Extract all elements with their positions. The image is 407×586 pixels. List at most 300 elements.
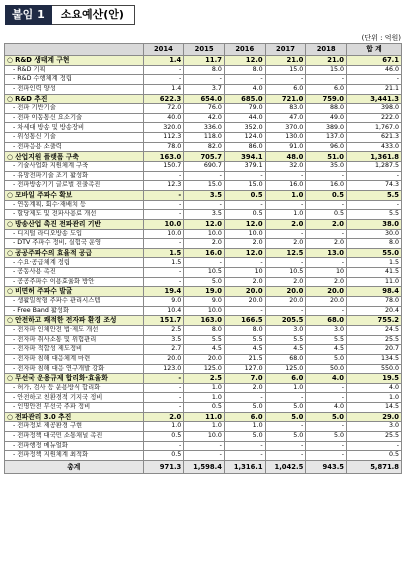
sub-item-row (5, 171, 402, 181)
sub-item-name: - 전파 기반기술 (5, 104, 144, 114)
year-value-cell: - (184, 441, 225, 451)
row-total-cell: 38.0 (347, 219, 402, 229)
header-cell: 2017 (265, 44, 306, 56)
year-value-cell: 1.0 (265, 383, 306, 393)
title-text: 소요예산(안) (52, 5, 135, 25)
year-value-cell: - (143, 75, 184, 85)
category-row (5, 190, 402, 200)
year-value-cell: - (265, 441, 306, 451)
row-total-cell: - (347, 75, 402, 85)
year-value-cell: 15.0 (184, 181, 225, 191)
sub-item-row (5, 84, 402, 94)
sub-item-name: - Free Band 활성화 (5, 306, 144, 316)
year-value-cell: 82.0 (184, 142, 225, 152)
year-value-cell: 10.0 (184, 229, 225, 239)
year-value-cell: 21.0 (265, 56, 306, 66)
year-value-cell: 5.5 (224, 335, 265, 345)
sub-item-row (5, 451, 402, 461)
year-value-cell: 19.4 (143, 287, 184, 297)
sub-item-row (5, 297, 402, 307)
year-value-cell: 2.5 (184, 374, 225, 384)
year-value-cell: 49.0 (306, 113, 347, 123)
sub-item-name: - R&D 기획 (5, 65, 144, 75)
year-value-cell: 51.0 (306, 152, 347, 162)
category-name: ○ 비면허 주파수 발굴 (5, 287, 144, 297)
year-value-cell: 6.0 (265, 84, 306, 94)
sub-item-name: - 전파정보 제공환경 구현 (5, 422, 144, 432)
year-value-cell: 0.5 (224, 190, 265, 200)
category-name: ○ R&D 추진 (5, 94, 144, 104)
sub-item-name: - 전자파 침해 대응 연구개발 강화 (5, 364, 144, 374)
year-value-cell: 20.0 (184, 354, 225, 364)
row-total-cell: 46.0 (347, 65, 402, 75)
sub-item-row (5, 65, 402, 75)
year-value-cell: 654.0 (184, 94, 225, 104)
sub-item-name: - 차세대 방송 및 방송장비 (5, 123, 144, 133)
year-value-cell: - (306, 258, 347, 268)
sub-item-name: - 전파 이동통신 요소기술 (5, 113, 144, 123)
year-value-cell: - (306, 200, 347, 210)
year-value-cell: - (143, 171, 184, 181)
year-value-cell: 123.0 (143, 364, 184, 374)
year-value-cell: 1.0 (184, 393, 225, 403)
row-total-cell: 5.5 (347, 210, 402, 220)
year-value-cell: - (143, 268, 184, 278)
sub-item-row (5, 441, 402, 451)
year-value-cell: 4.5 (184, 345, 225, 355)
year-value-cell: 6.0 (265, 374, 306, 384)
year-value-cell: 16.0 (265, 181, 306, 191)
year-value-cell: 44.0 (224, 113, 265, 123)
header-cell: 2014 (143, 44, 184, 56)
year-value-cell: 1.0 (143, 422, 184, 432)
row-total-cell: 11.0 (347, 277, 402, 287)
sub-item-row (5, 393, 402, 403)
year-value-cell: 4.5 (265, 345, 306, 355)
sub-item-name: - 전파방송기기 글로벌 진출촉진 (5, 181, 144, 191)
year-value-cell: 15.0 (265, 65, 306, 75)
year-value-cell: 112.3 (143, 133, 184, 143)
year-value-cell: 16.0 (306, 181, 347, 191)
year-value-cell: 1.0 (265, 190, 306, 200)
year-value-cell: 11.7 (184, 56, 225, 66)
year-value-cell: 50.0 (306, 364, 347, 374)
year-value-cell: - (143, 374, 184, 384)
year-value-cell: 3.7 (184, 84, 225, 94)
category-name: ○ 안전하고 쾌적한 전자파 환경 조성 (5, 316, 144, 326)
year-value-cell: 10.0 (184, 306, 225, 316)
year-value-cell: 20.0 (306, 297, 347, 307)
year-value-cell: 150.7 (143, 162, 184, 172)
year-value-cell: - (184, 451, 225, 461)
year-value-cell: 370.0 (265, 123, 306, 133)
year-value-cell: 3.0 (265, 325, 306, 335)
year-value-cell: 5.0 (306, 354, 347, 364)
year-value-cell: - (143, 393, 184, 403)
year-value-cell: 10 (306, 268, 347, 278)
year-value-cell: 2.0 (224, 239, 265, 249)
year-value-cell: - (265, 258, 306, 268)
year-value-cell: 163.0 (184, 316, 225, 326)
year-value-cell: 124.0 (224, 133, 265, 143)
year-value-cell: 76.0 (184, 104, 225, 114)
year-value-cell: 705.7 (184, 152, 225, 162)
year-value-cell: - (224, 306, 265, 316)
sub-item-name: - 디지털 라디오방송 도입 (5, 229, 144, 239)
year-value-cell: - (224, 171, 265, 181)
year-value-cell: 336.0 (184, 123, 225, 133)
year-value-cell: 2.0 (265, 219, 306, 229)
year-value-cell: 2.0 (306, 219, 347, 229)
year-value-cell: 7.0 (224, 374, 265, 384)
category-row (5, 412, 402, 422)
year-value-cell: - (143, 200, 184, 210)
year-value-cell: 9.0 (143, 297, 184, 307)
row-total-cell: 550.0 (347, 364, 402, 374)
year-value-cell: 47.0 (265, 113, 306, 123)
year-value-cell: 130.0 (265, 133, 306, 143)
year-value-cell: 1.4 (143, 84, 184, 94)
year-value-cell: 21.5 (224, 354, 265, 364)
sub-item-name: - 허가, 검사 등 운용방식 합리화 (5, 383, 144, 393)
year-value-cell: - (265, 229, 306, 239)
year-value-cell: 5.0 (224, 403, 265, 413)
sub-item-row (5, 104, 402, 114)
year-value-cell: 5.0 (306, 431, 347, 441)
sub-item-row (5, 422, 402, 432)
year-value-cell: 2.0 (224, 383, 265, 393)
year-value-cell: 20.0 (224, 297, 265, 307)
total-cell: 1,042.5 (265, 460, 306, 473)
year-value-cell: 685.0 (224, 94, 265, 104)
sub-item-row (5, 133, 402, 143)
sub-item-name: - DTV 주파수 정비, 실험국 운영 (5, 239, 144, 249)
total-label: 총계 (5, 460, 144, 473)
year-value-cell: 6.0 (224, 412, 265, 422)
year-value-cell: 137.0 (306, 133, 347, 143)
sub-item-name: - 유망전파기술 조기 활성화 (5, 171, 144, 181)
row-total-cell: 5.5 (347, 190, 402, 200)
year-value-cell: 352.0 (224, 123, 265, 133)
sub-item-name: - 전파응용 소출력 (5, 142, 144, 152)
category-row (5, 94, 402, 104)
year-value-cell: - (143, 190, 184, 200)
year-value-cell: 4.5 (224, 345, 265, 355)
sub-item-row (5, 239, 402, 249)
year-value-cell: 78.0 (143, 142, 184, 152)
year-value-cell: 20.0 (306, 287, 347, 297)
year-value-cell: - (143, 65, 184, 75)
year-value-cell: 68.0 (265, 354, 306, 364)
row-total-cell: 74.3 (347, 181, 402, 191)
sub-item-row (5, 142, 402, 152)
header-cell: 2016 (224, 44, 265, 56)
year-value-cell: 10.4 (143, 306, 184, 316)
year-value-cell: 91.0 (265, 142, 306, 152)
year-value-cell: - (184, 171, 225, 181)
row-total-cell: 1,767.0 (347, 123, 402, 133)
total-cell: 943.5 (306, 460, 347, 473)
year-value-cell: 40.0 (143, 113, 184, 123)
row-total-cell: 1.5 (347, 258, 402, 268)
year-value-cell: 8.0 (224, 65, 265, 75)
year-value-cell: - (143, 383, 184, 393)
year-value-cell: - (184, 200, 225, 210)
sub-item-row (5, 200, 402, 210)
year-value-cell: 83.0 (265, 104, 306, 114)
budget-table (4, 43, 402, 474)
year-value-cell: 2.7 (143, 345, 184, 355)
year-value-cell: - (265, 393, 306, 403)
year-value-cell: 68.0 (306, 316, 347, 326)
sub-item-name: - 전자파 취사소통 및 위험관리 (5, 335, 144, 345)
category-row (5, 374, 402, 384)
year-value-cell: 690.7 (184, 162, 225, 172)
sub-item-name: - 전자파 인체안전 법·제도 개선 (5, 325, 144, 335)
year-value-cell: - (224, 200, 265, 210)
year-value-cell: 11.0 (184, 412, 225, 422)
row-total-cell: 30.0 (347, 229, 402, 239)
year-value-cell: 3.5 (184, 190, 225, 200)
row-total-cell: - (347, 441, 402, 451)
sub-item-name: - 전자파 침해 대응체계 마련 (5, 354, 144, 364)
year-value-cell: 10.0 (143, 229, 184, 239)
year-value-cell: 3.5 (143, 335, 184, 345)
sub-item-row (5, 210, 402, 220)
total-cell: 1,316.1 (224, 460, 265, 473)
row-total-cell: 1.0 (347, 393, 402, 403)
year-value-cell: 5.0 (265, 412, 306, 422)
year-value-cell: - (265, 306, 306, 316)
row-total-cell: 67.1 (347, 56, 402, 66)
year-value-cell: 79.0 (224, 104, 265, 114)
header-cell: 합 계 (347, 44, 402, 56)
row-total-cell: 621.3 (347, 133, 402, 143)
sub-item-row (5, 113, 402, 123)
year-value-cell: 2.0 (265, 239, 306, 249)
total-cell: 1,598.4 (184, 460, 225, 473)
year-value-cell: 6.0 (306, 84, 347, 94)
year-value-cell: 1.4 (143, 56, 184, 66)
year-value-cell: 394.1 (224, 152, 265, 162)
year-value-cell: - (306, 229, 347, 239)
sub-item-name: - 공공주파수 이용효율화 방안 (5, 277, 144, 287)
year-value-cell: 5.0 (306, 412, 347, 422)
year-value-cell: 12.0 (224, 219, 265, 229)
year-value-cell: 10.0 (184, 431, 225, 441)
sub-item-name: - 안전하고 친환경적 기지국 정비 (5, 393, 144, 403)
year-value-cell: - (265, 75, 306, 85)
year-value-cell: 320.0 (143, 123, 184, 133)
year-value-cell: 2.5 (143, 325, 184, 335)
year-value-cell: 12.0 (184, 219, 225, 229)
year-value-cell: 8.0 (224, 325, 265, 335)
row-total-cell: 98.4 (347, 287, 402, 297)
header-row (5, 44, 402, 56)
year-value-cell: 3.5 (184, 210, 225, 220)
row-total-cell: 20.4 (347, 306, 402, 316)
category-row (5, 248, 402, 258)
year-value-cell: 10.5 (265, 268, 306, 278)
row-total-cell: 14.5 (347, 403, 402, 413)
sub-item-name: - 연동계획, 회수·재배치 등 (5, 200, 144, 210)
year-value-cell: 12.5 (265, 248, 306, 258)
year-value-cell: 0.5 (184, 403, 225, 413)
year-value-cell: 127.0 (224, 364, 265, 374)
year-value-cell: 4.0 (224, 84, 265, 94)
year-value-cell: 1.5 (143, 258, 184, 268)
sub-item-name: - 공동사용 촉진 (5, 268, 144, 278)
row-total-cell: 755.2 (347, 316, 402, 326)
year-value-cell: 2.0 (265, 277, 306, 287)
year-value-cell: 4.0 (306, 374, 347, 384)
year-value-cell: 48.0 (265, 152, 306, 162)
sub-item-name: - R&D 수행체계 정립 (5, 75, 144, 85)
sub-item-name: - 생활밀착형 주파수 관리시스템 (5, 297, 144, 307)
row-total-cell: 398.0 (347, 104, 402, 114)
year-value-cell: 10.0 (224, 229, 265, 239)
sub-item-row (5, 268, 402, 278)
year-value-cell: 2.0 (224, 277, 265, 287)
year-value-cell: - (143, 403, 184, 413)
header-cell: 2018 (306, 44, 347, 56)
year-value-cell: 0.5 (224, 210, 265, 220)
year-value-cell: 5.5 (306, 335, 347, 345)
sub-item-name: - 전파행정 메뉴얼화 (5, 441, 144, 451)
year-value-cell: - (224, 441, 265, 451)
row-total-cell: 41.5 (347, 268, 402, 278)
row-total-cell: 25.5 (347, 431, 402, 441)
sub-item-row (5, 345, 402, 355)
year-value-cell: 125.0 (265, 364, 306, 374)
year-value-cell: 151.7 (143, 316, 184, 326)
year-value-cell: 5.0 (265, 403, 306, 413)
year-value-cell: - (224, 451, 265, 461)
year-value-cell: 5.5 (265, 335, 306, 345)
row-total-cell: 24.5 (347, 325, 402, 335)
year-value-cell: 12.0 (224, 248, 265, 258)
sub-item-row (5, 335, 402, 345)
year-value-cell: 1.0 (265, 210, 306, 220)
sub-item-name: - 전자파 적합성 제도정비 (5, 345, 144, 355)
year-value-cell: 32.0 (265, 162, 306, 172)
row-total-cell: 3,441.3 (347, 94, 402, 104)
total-cell: 5,871.8 (347, 460, 402, 473)
year-value-cell: 16.0 (184, 248, 225, 258)
year-value-cell: 12.3 (143, 181, 184, 191)
year-value-cell: 5.0 (224, 431, 265, 441)
header-cell: 2015 (184, 44, 225, 56)
header-cell (5, 44, 144, 56)
sub-item-name: - 위성통신 기술 (5, 133, 144, 143)
row-total-cell: 21.1 (347, 84, 402, 94)
sub-item-row (5, 403, 402, 413)
sub-item-row (5, 354, 402, 364)
sub-item-name: - 인명안전 무선국 주파 정비 (5, 403, 144, 413)
year-value-cell: - (224, 75, 265, 85)
sub-item-row (5, 325, 402, 335)
sub-item-row (5, 181, 402, 191)
row-total-cell: 4.0 (347, 383, 402, 393)
year-value-cell: 10.0 (143, 219, 184, 229)
year-value-cell: - (224, 393, 265, 403)
category-name: ○ 방송산업 촉진 전파관리 기반 (5, 219, 144, 229)
year-value-cell: 4.0 (306, 403, 347, 413)
sub-item-row (5, 162, 402, 172)
year-value-cell: - (306, 75, 347, 85)
row-total-cell: 3.0 (347, 422, 402, 432)
category-row (5, 56, 402, 66)
year-value-cell: 125.0 (184, 364, 225, 374)
year-value-cell: 0.5 (143, 431, 184, 441)
row-total-cell: 29.0 (347, 412, 402, 422)
year-value-cell: 19.0 (184, 287, 225, 297)
year-value-cell: 15.0 (306, 65, 347, 75)
year-value-cell: 0.5 (306, 210, 347, 220)
year-value-cell: 759.0 (306, 94, 347, 104)
sub-item-row (5, 306, 402, 316)
year-value-cell: 5.5 (184, 335, 225, 345)
year-value-cell: - (306, 306, 347, 316)
year-value-cell: 1.0 (184, 422, 225, 432)
year-value-cell: 2.0 (184, 239, 225, 249)
year-value-cell: 42.0 (184, 113, 225, 123)
year-value-cell: 1.0 (184, 383, 225, 393)
category-name: ○ 공공주파수의 효율적 공급 (5, 248, 144, 258)
year-value-cell: 379.1 (224, 162, 265, 172)
total-cell: 971.3 (143, 460, 184, 473)
sub-item-row (5, 383, 402, 393)
row-total-cell: - (347, 171, 402, 181)
year-value-cell: 205.5 (265, 316, 306, 326)
year-value-cell: 2.0 (306, 239, 347, 249)
sub-item-row (5, 277, 402, 287)
row-total-cell: 19.5 (347, 374, 402, 384)
year-value-cell: 8.0 (184, 325, 225, 335)
year-value-cell: 1.5 (143, 248, 184, 258)
year-value-cell: 20.0 (224, 287, 265, 297)
year-value-cell: - (306, 422, 347, 432)
year-value-cell: - (265, 422, 306, 432)
year-value-cell: - (306, 451, 347, 461)
year-value-cell: 5.0 (265, 431, 306, 441)
year-value-cell: 118.0 (184, 133, 225, 143)
year-value-cell: - (265, 200, 306, 210)
row-total-cell: - (347, 200, 402, 210)
year-value-cell: 166.5 (224, 316, 265, 326)
year-value-cell: - (306, 171, 347, 181)
year-value-cell: 2.0 (143, 412, 184, 422)
year-value-cell: 12.0 (224, 56, 265, 66)
sub-item-name: - 전파인력 양성 (5, 84, 144, 94)
category-name: ○ 무선국 운용규제 합리화·효율화 (5, 374, 144, 384)
category-name: ○ 산업지원 플랫폼 구축 (5, 152, 144, 162)
year-value-cell: 35.0 (306, 162, 347, 172)
sub-item-name: - 전파정책 대국민 소통채널 촉진 (5, 431, 144, 441)
year-value-cell: 389.0 (306, 123, 347, 133)
sub-item-row (5, 364, 402, 374)
sub-item-name: - 기술사업화 지원체계 구축 (5, 162, 144, 172)
sub-item-row (5, 75, 402, 85)
row-total-cell: 1,287.5 (347, 162, 402, 172)
year-value-cell: 3.0 (306, 325, 347, 335)
year-value-cell: - (265, 171, 306, 181)
row-total-cell: 0.5 (347, 451, 402, 461)
category-name: ○ 전파관리 3.0 추진 (5, 412, 144, 422)
year-value-cell: - (184, 258, 225, 268)
year-value-cell: 1.0 (224, 422, 265, 432)
category-name: ○ 모바일 주파수 확보 (5, 190, 144, 200)
